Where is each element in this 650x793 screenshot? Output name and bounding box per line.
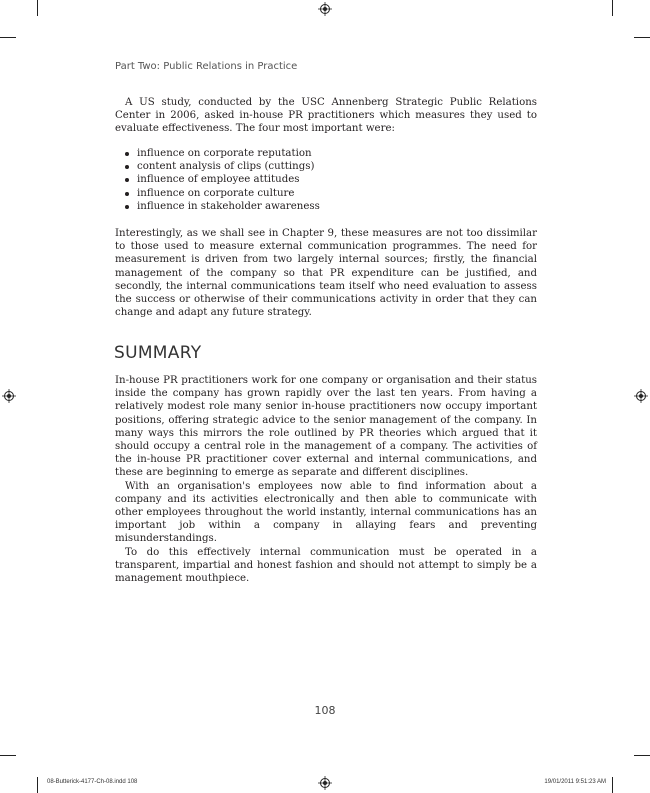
slug-filename: 08-Butterick-4177-Ch-08.indd 108 (47, 779, 138, 785)
intro-paragraph (115, 96, 537, 136)
crop-mark (634, 755, 650, 756)
summary-body (115, 374, 537, 585)
list-item: influence in stakeholder awareness (122, 200, 320, 213)
slug-timestamp: 19/01/2011 9:51:23 AM (544, 779, 606, 785)
crop-mark (0, 37, 16, 38)
crop-mark (612, 777, 613, 793)
list-item: influence of employee attitudes (122, 173, 320, 186)
registration-mark-icon (318, 776, 332, 790)
section-heading: SUMMARY (114, 343, 202, 363)
page-number: 108 (314, 704, 336, 717)
crop-mark (37, 0, 38, 16)
crop-mark (612, 0, 613, 16)
crop-mark (0, 755, 16, 756)
registration-mark-icon (634, 389, 648, 403)
crop-mark (634, 37, 650, 38)
list-item: content analysis of clips (cuttings) (122, 160, 320, 173)
measurement-paragraph (115, 227, 537, 319)
paragraph: To do this effectively internal communication must be operated in a transparent, impartial and honest fashion and should not attempt to simply be a management mouthpiece. (115, 546, 537, 585)
registration-mark-icon (2, 389, 16, 403)
crop-mark (37, 777, 38, 793)
bullet-list (122, 147, 320, 213)
registration-mark-icon (318, 2, 332, 16)
paragraph: In-house PR practitioners work for one company or organisation and their status inside the company has grown rapidly over the last ten years. From having a relatively modest role many senior in-house practitioners now occupy important positions, offering strategic advice to the senior management of the company. In many ways this mirrors the role outlined by PR theories which argued that it should occupy a central role in the management of a company. The activities of the in-house PR practitioner cover external and internal communications, and these are beginning to emerge as separate and different disciplines. (115, 375, 537, 479)
list-item: influence on corporate reputation (122, 147, 320, 160)
paragraph: With an organisation's employees now able to find information about a company and its activities electronically and then able to communicate with other employees throughout the world instantly, internal communications has an important job within a company in allaying fears and preventing misunderstandings. (115, 480, 537, 545)
paragraph: A US study, conducted by the USC Annenberg Strategic Public Relations Center in 2006, asked in-house PR practitioners which measures they used to evaluate effectiveness. The four most important were: (115, 97, 537, 135)
paragraph: Interestingly, as we shall see in Chapter 9, these measures are not too dissimilar to those used to measure external communication programmes. The need for measurement is driven from two largely internal sources; firstly, the financial management of the company so that PR expenditure can be justified, and secondly, the internal communications team itself who need evaluation to assess the success or otherwise of their communications activity in order that they can change and adapt any future strategy. (115, 228, 537, 319)
list-item: influence on corporate culture (122, 187, 320, 200)
running-header: Part Two: Public Relations in Practice (115, 61, 298, 72)
